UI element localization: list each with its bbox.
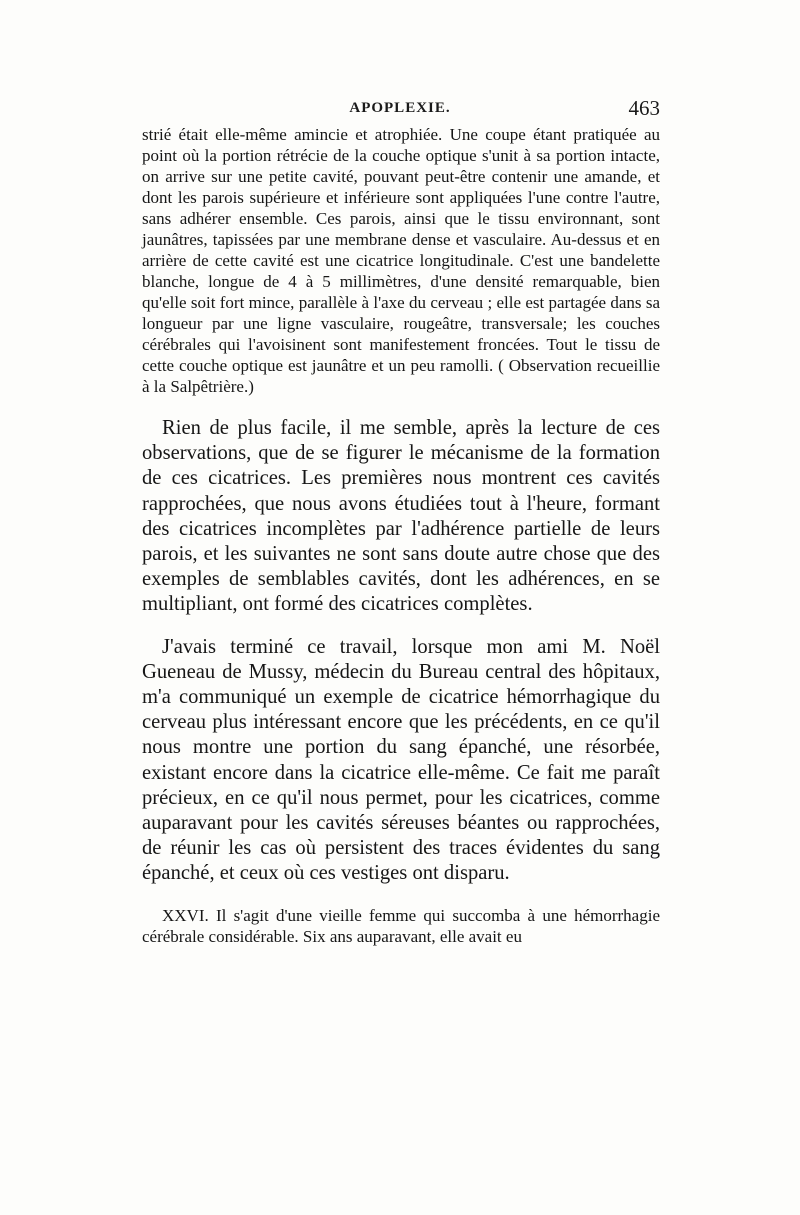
paragraph-gueneau-de-mussy: J'avais terminé ce travail, lorsque mon ami M. Noël Gueneau de Mussy, médecin du Bureau central des hôpitaux, m'a communiqué un exemple de cicatrice hémorrhagique du cerveau plus intéressant encore que les précédents, en ce qu'il nous montre une portion du sang épanché, une résorbée, existant encore dans la cicatrice elle-même. Ce fait me paraît précieux, en ce qu'il nous permet, pour les cicatrices, comme auparavant pour les cavités séreuses béantes ou rapprochées, de réunir les cas où persistent des traces évidentes du sang épanché, et ceux où ces vestiges ont disparu. xyxy=(142,635,660,885)
page-number: 463 xyxy=(628,96,660,120)
running-head: APOPLEXIE. xyxy=(349,100,451,116)
paragraph-cicatrices-mechanism: Rien de plus facile, il me semble, après la lecture de ces observations, que de se figurer le mécanisme de la formation de ces cicatrices. Les premières nous montrent ces cavités rapprochées, que nous avons étudiées tout à l'heure, formant des cicatrices incomplètes par l'adhérence partielle de leurs parois, et les suivantes ne sont sans doute autre chose que des exemples de semblables cavités, dont les adhérences, en se multipliant, ont formé des cicatrices complètes. xyxy=(142,417,660,616)
paragraph-observation-end: strié était elle-même amincie et atrophiée. Une coupe étant pratiquée au point où la portion rétrécie de la couche optique s'unit à sa portion intacte, on arrive sur une petite cavité, pouvant peut-être contenir une amande, et dont les parois supérieure et inférieure sont appliquées l'une contre l'autre, sans adhérer ensemble. Ces parois, ainsi que le tissu environnant, sont jaunâtres, tapissées par une membrane dense et vasculaire. Au-dessus et en arrière de cette cavité est une cicatrice longitudinale. C'est une bandelette blanche, longue de 4 à 5 millimètres, d'une densité remarquable, bien qu'elle soit fort mince, parallèle à l'axe du cerveau ; elle est partagée dans sa longueur par une ligne vasculaire, rougeâtre, transversale; les couches cérébrales qui l'avoisinent sont manifestement froncées. Tout le tissu de cette couche optique est jaunâtre et un peu ramolli. ( Observation recueillie à la Salpêtrière.) xyxy=(142,125,660,396)
page-header xyxy=(140,96,660,124)
paragraph-observation-xxvi: XXVI. Il s'agit d'une vieille femme qui succomba à une hémorrhagie cérébrale considérable. Six ans auparavant, elle avait eu xyxy=(142,905,660,946)
body-text xyxy=(142,124,660,947)
